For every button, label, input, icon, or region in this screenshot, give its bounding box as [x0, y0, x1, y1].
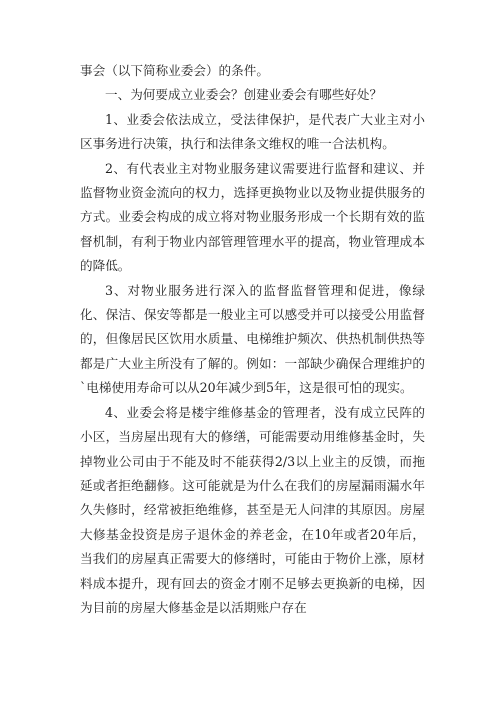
- paragraph-continuation: 事会（以下简称业委会）的条件。: [80, 63, 269, 78]
- paragraph-point-2: 2、有代表业主对物业服务建议需要进行监督和建议、并监督物业资金流向的权力，选择更换物业以及物业提供服务的方式。业委会构成的成立将对物业服务形成一个长期有效的监督机制，有利于物业内部管理管理水平的提高，物业管理成本的降低。: [80, 160, 425, 274]
- section-heading: 一、为何要成立业委会？创建业委会有哪些好处？: [105, 87, 383, 103]
- document-body: [80, 59, 425, 620]
- paragraph-point-3: 3、对物业服务进行深入的监督监督管理和促进，像绿化、保洁、保安等都是一般业主可以感受并可以接受公用监督的，但像居民区饮用水质量、电梯维护频次、供热机制供热等都是广大业主所没有了解的。例如：一部缺少确保合理维护的`电梯使用寿命可以从20年减少到5年，这是很可怕的现实。: [80, 282, 425, 396]
- paragraph-point-4: 4、业委会将是楼宇维修基金的管理者，没有成立民阵的小区，当房屋出现有大的修缮，可能需要动用维修基金时，失掉物业公司由于不能及时不能获得2/3以上业主的反馈，而拖延或者拒绝翻修。这可能就是为什么在我们的房屋漏雨漏水年久失修时，经常被拒绝维修，甚至是无人问津的其原因。房屋大修基金投资是房子退休金的养老金，在10年或者20年后，当我们的房屋真正需要大的修缮时，可能由于物价上涨，原材料成本提升，现有回去的资金才刚不足够去更换新的电梯，因为目前的房屋大修基金是以活期账户存在: [80, 404, 425, 615]
- paragraph-point-1: 1、业委会依法成立，受法律保护，是代表广大业主对小区事务进行决策，执行和法律条文维权的唯一合法机构。: [80, 111, 425, 152]
